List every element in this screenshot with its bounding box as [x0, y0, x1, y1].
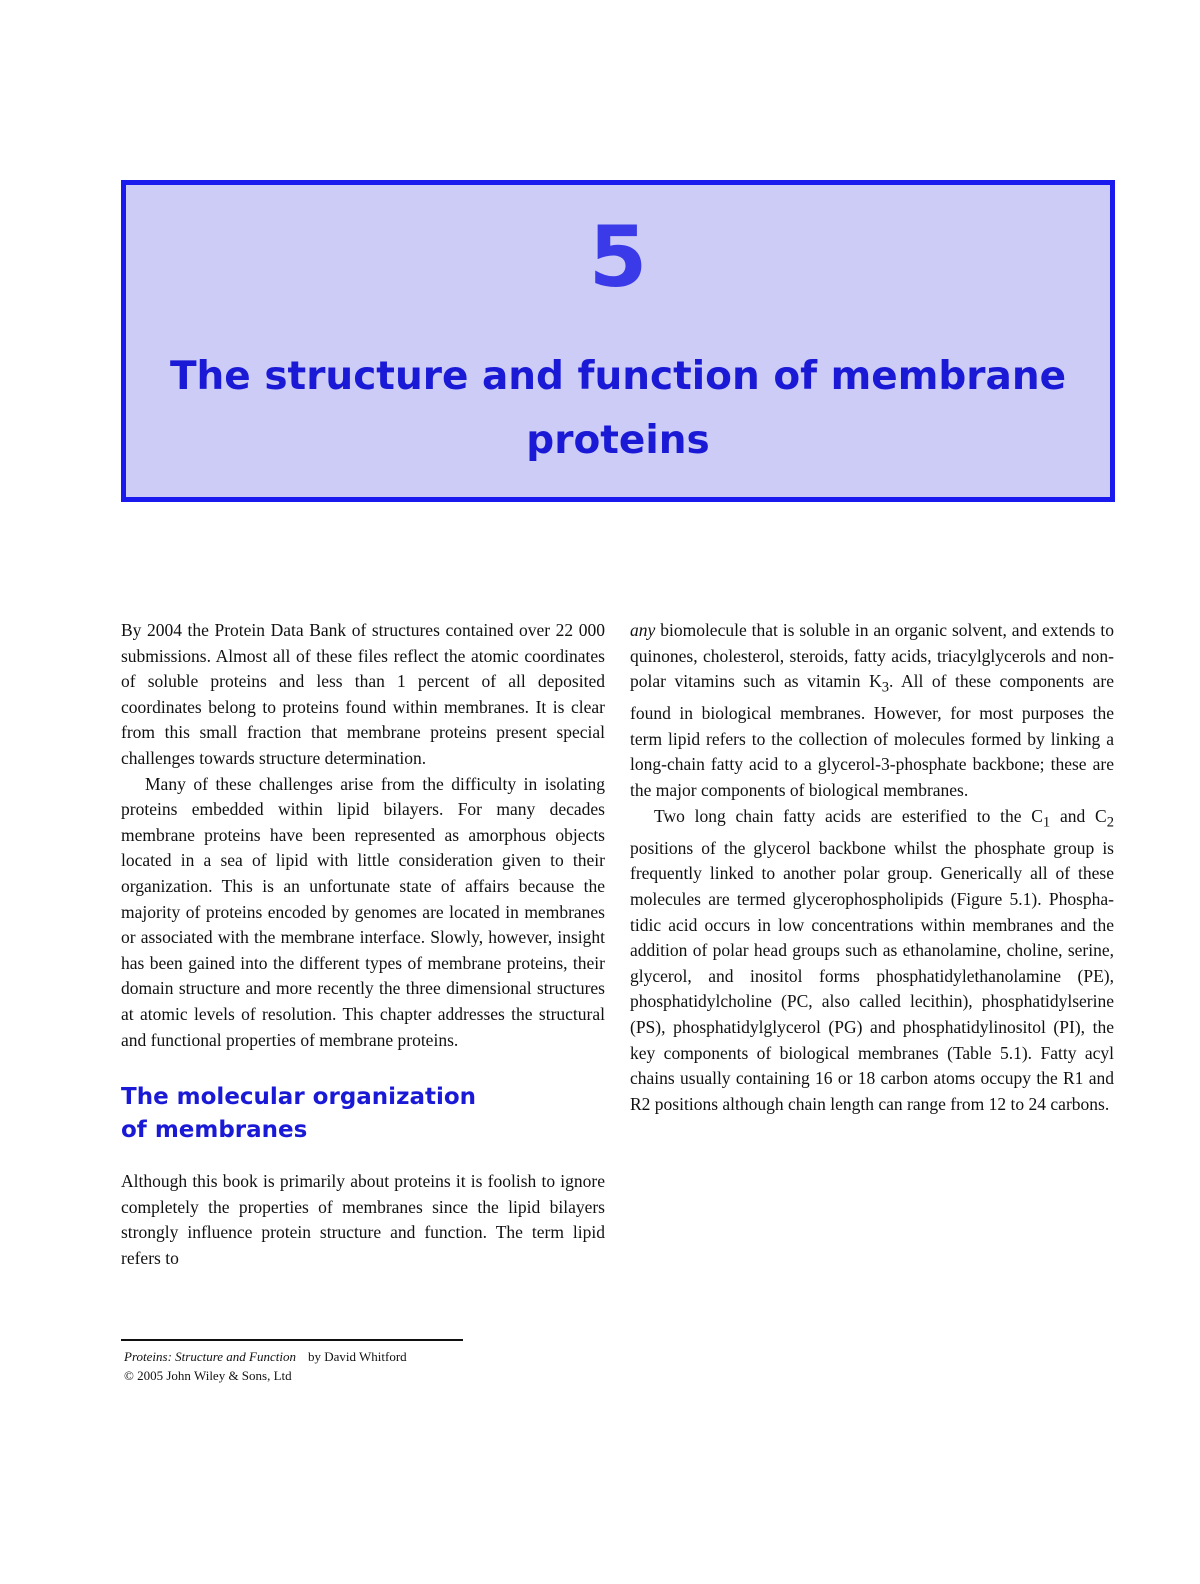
text-column-left: [121, 618, 605, 1271]
paragraph-fatty-acids-b: and C: [1050, 805, 1107, 826]
paragraph-lipids-text-b: biomolecule that is soluble in an organic solvent, and extends to quinones, cholesterol, steroids, fatty acids, triacylglycerols and non-polar vitamins such as vitamin K: [630, 620, 1114, 692]
section-heading: [121, 1081, 605, 1147]
section-heading-line2: of membranes: [121, 1117, 308, 1144]
footnote-book-title: Proteins: Structure and Function: [124, 1349, 296, 1364]
chapter-number: 5: [588, 208, 648, 306]
subscript-3: 3: [881, 679, 890, 696]
footnote-copyright: © 2005 John Wiley & Sons, Ltd: [124, 1368, 292, 1383]
subscript-2: 2: [1106, 814, 1114, 831]
footnote-rule: [121, 1339, 463, 1341]
footnote-author: by David Whitford: [307, 1349, 407, 1364]
paragraph-fatty-acids: [630, 804, 1114, 1118]
paragraph-lipids-cont: [630, 618, 1114, 804]
emphasis-any: any: [630, 620, 656, 640]
section-heading-line1: The molecular organization: [121, 1084, 477, 1111]
footnote: [124, 1347, 407, 1385]
paragraph-lipids-text: Although this book is primarily about proteins it is foolish to ignore completely the properties of membranes since the lipid bilayers strongly influence protein structure and function. The term lipid refers to: [121, 1171, 605, 1268]
text-column-right: [630, 618, 1114, 1117]
paragraph-fatty-acids-c: positions of the glycerol backbone whilst the phosphate group is frequently linked to another polar group. Generically all of these molecules are termed glycerophospholipids (Figure 5.1). Phosphatidic acid occurs in low concentrations within membranes and the addition of polar head groups such as ethanolamine, choline, serine, glycerol, and inositol forms phosphatidylethanolamine (PE), phosphatidylcholine (PC, also called lecithin), phosphatidylserine (PS), phosphatidylglycerol (PG) and phosphatidylinositol (PI), the key components of biological membranes (Table 5.1). Fatty acyl chains usually containing 16 or 18 carbon atoms occupy the R1 and R2 positions although chain length can range from 12 to 24 carbons.: [630, 837, 1114, 1114]
chapter-heading-box: [121, 180, 1115, 502]
paragraph-lipids-text-c: . All of these components are found in biological membranes. However, for most purposes the term lipid refers to the collection of molecules formed by linking a long-chain fatty acid to a glycerol-3-phosphate backbone; these are the major components of biological membranes.: [630, 671, 1114, 801]
paragraph-lipids-start: [121, 1169, 605, 1271]
chapter-title: The structure and function of membrane proteins: [169, 354, 1067, 463]
paragraph-fatty-acids-a: Two long chain fatty acids are esterified to the C: [654, 805, 1043, 826]
paragraph-intro: By 2004 the Protein Data Bank of structures contained over 22 000 submissions. Almost all of these files reflect the atomic coordinates of soluble proteins and less than 1 percent of all deposited coordinates belong to proteins found within membranes. It is clear from this small fraction that membrane proteins present special challenges towards structure determination.: [121, 620, 605, 768]
subscript-1: 1: [1042, 814, 1051, 831]
paragraph-challenges: Many of these challenges arise from the difficulty in isolating proteins embedded within lipid bilayers. For many decades membrane proteins have been represented as amorphous objects located in a sea of lipid with little consideration given to their organization. This is an unfortunate state of affairs because the majority of proteins encoded by genomes are located in membranes or associated with the membrane interface. Slowly, however, insight has been gained into the different types of membrane proteins, their domain structure and more recently the three dimensional structures at atomic levels of resolution. This chapter addresses the structural and functional properties of membrane proteins.: [121, 773, 605, 1050]
